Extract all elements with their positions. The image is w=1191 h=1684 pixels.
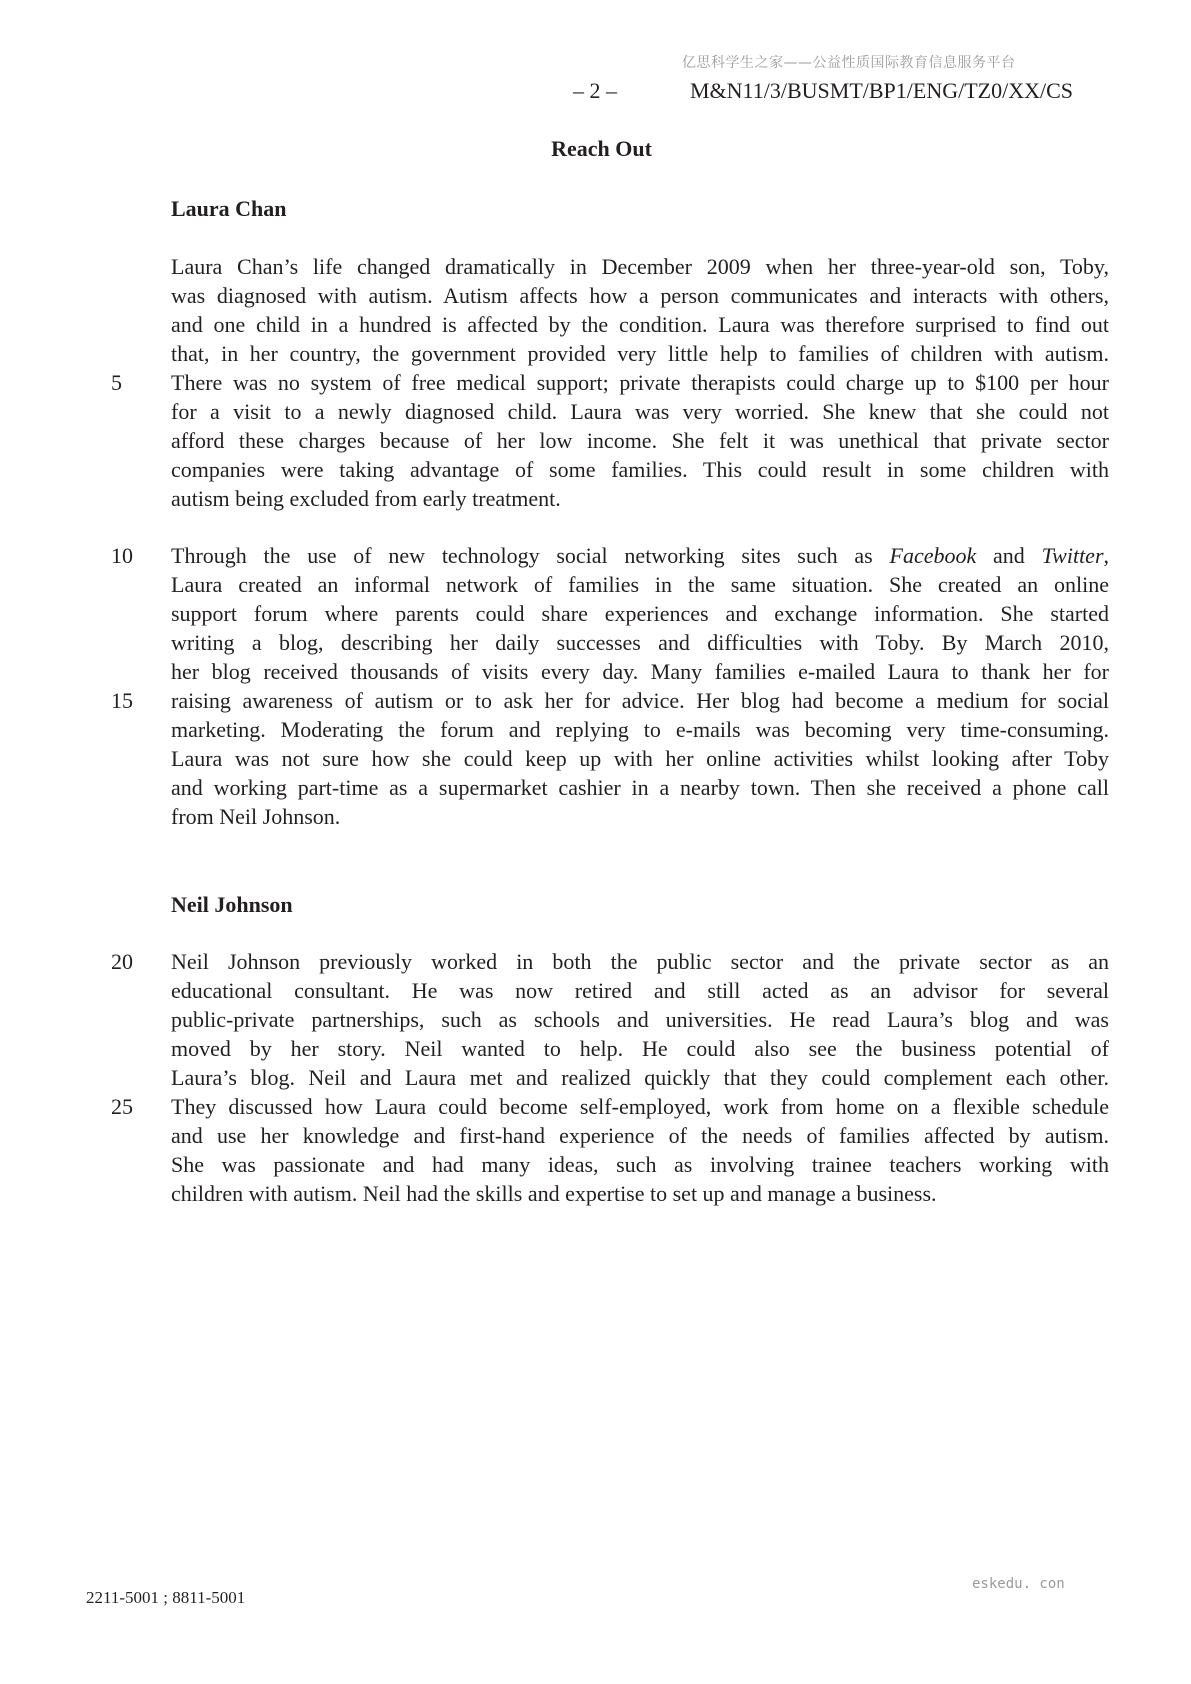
line-number: 25 — [111, 1094, 133, 1119]
text-line: children with autism. Neil had the skills and expertise to set up and manage a business. — [171, 1181, 937, 1206]
page-number: – 2 – — [573, 78, 617, 103]
section-heading-neil-johnson: Neil Johnson — [171, 892, 293, 917]
text-line: autism being excluded from early treatment. — [171, 486, 561, 511]
text-line: and working part-time as a supermarket cashier in a nearby town. Then she received a phone call — [171, 775, 1109, 800]
paragraph-laura-1 — [111, 252, 1109, 513]
text-line-numbered — [111, 947, 1109, 976]
document-title: Reach Out — [551, 136, 652, 161]
document-code: M&N11/3/BUSMT/BP1/ENG/TZ0/XX/CS — [690, 78, 1074, 103]
text-line: Laura created an informal network of families in the same situation. She created an online — [171, 572, 1109, 597]
text-line-numbered — [111, 541, 1110, 570]
text: raising awareness of autism or to ask her for advice. Her blog had become a medium for social — [171, 688, 1109, 713]
text-line: for a visit to a newly diagnosed child. Laura was very worried. She knew that she could not — [171, 399, 1109, 424]
twitter-italic: Twitter — [1041, 543, 1104, 568]
text-line: Laura’s blog. Neil and Laura met and realized quickly that they could complement each other. — [171, 1065, 1109, 1090]
text-line: educational consultant. He was now retired and still acted as an advisor for several — [171, 978, 1109, 1003]
text: , — [1103, 543, 1110, 568]
text: They discussed how Laura could become self-employed, work from home on a flexible schedule — [171, 1094, 1109, 1119]
line-number: 10 — [111, 543, 133, 568]
text-line: her blog received thousands of visits every day. Many families e-mailed Laura to thank her for — [171, 659, 1109, 684]
text-line: from Neil Johnson. — [171, 804, 341, 829]
line-number: 15 — [111, 688, 133, 713]
text-line-numbered — [111, 686, 1109, 715]
text-line: that, in her country, the government provided very little help to families of children with autism. — [171, 341, 1109, 366]
text-line: was diagnosed with autism. Autism affects how a person communicates and interacts with others, — [171, 283, 1109, 308]
text-line-numbered — [111, 1092, 1109, 1121]
text-line: and use her knowledge and first-hand experience of the needs of families affected by autism. — [171, 1123, 1109, 1148]
line-number: 5 — [111, 370, 122, 395]
text-line: marketing. Moderating the forum and replying to e-mails was becoming very time-consuming. — [171, 717, 1109, 742]
text: There was no system of free medical support; private therapists could charge up to $100 per hour — [171, 370, 1109, 395]
text-line: afford these charges because of her low income. She felt it was unethical that private sector — [171, 428, 1109, 453]
text-line: writing a blog, describing her daily successes and difficulties with Toby. By March 2010, — [171, 630, 1109, 655]
footer-code: 2211-5001 ; 8811-5001 — [86, 1588, 246, 1607]
text-line: moved by her story. Neil wanted to help. He could also see the business potential of — [171, 1036, 1109, 1061]
line-number: 20 — [111, 949, 133, 974]
text-line: support forum where parents could share experiences and exchange information. She started — [171, 601, 1109, 626]
text: Neil Johnson previously worked in both the public sector and the private sector as an — [171, 949, 1109, 974]
section-heading-laura-chan: Laura Chan — [171, 196, 287, 221]
watermark-header: 亿思科学生之家——公益性质国际教育信息服务平台 — [682, 55, 1016, 71]
text-line: Laura was not sure how she could keep up with her online activities whilst looking after Toby — [171, 746, 1109, 771]
text-line-numbered — [111, 368, 1109, 397]
paragraph-laura-2 — [111, 541, 1110, 831]
facebook-italic: Facebook — [889, 543, 977, 568]
text-line: companies were taking advantage of some families. This could result in some children with — [171, 457, 1109, 482]
text: Through the use of new technology social networking sites such as — [171, 543, 890, 568]
text-line: Laura Chan’s life changed dramatically in December 2009 when her three-year-old son, Toby, — [171, 254, 1109, 279]
text: and — [976, 543, 1042, 568]
text-line: public-private partnerships, such as schools and universities. He read Laura’s blog and was — [171, 1007, 1109, 1032]
text-line: She was passionate and had many ideas, such as involving trainee teachers working with — [171, 1152, 1109, 1177]
paragraph-neil-1 — [111, 947, 1109, 1208]
watermark-footer: eskedu. con — [972, 1576, 1065, 1592]
text-line: and one child in a hundred is affected by the condition. Laura was therefore surprised to find out — [171, 312, 1109, 337]
